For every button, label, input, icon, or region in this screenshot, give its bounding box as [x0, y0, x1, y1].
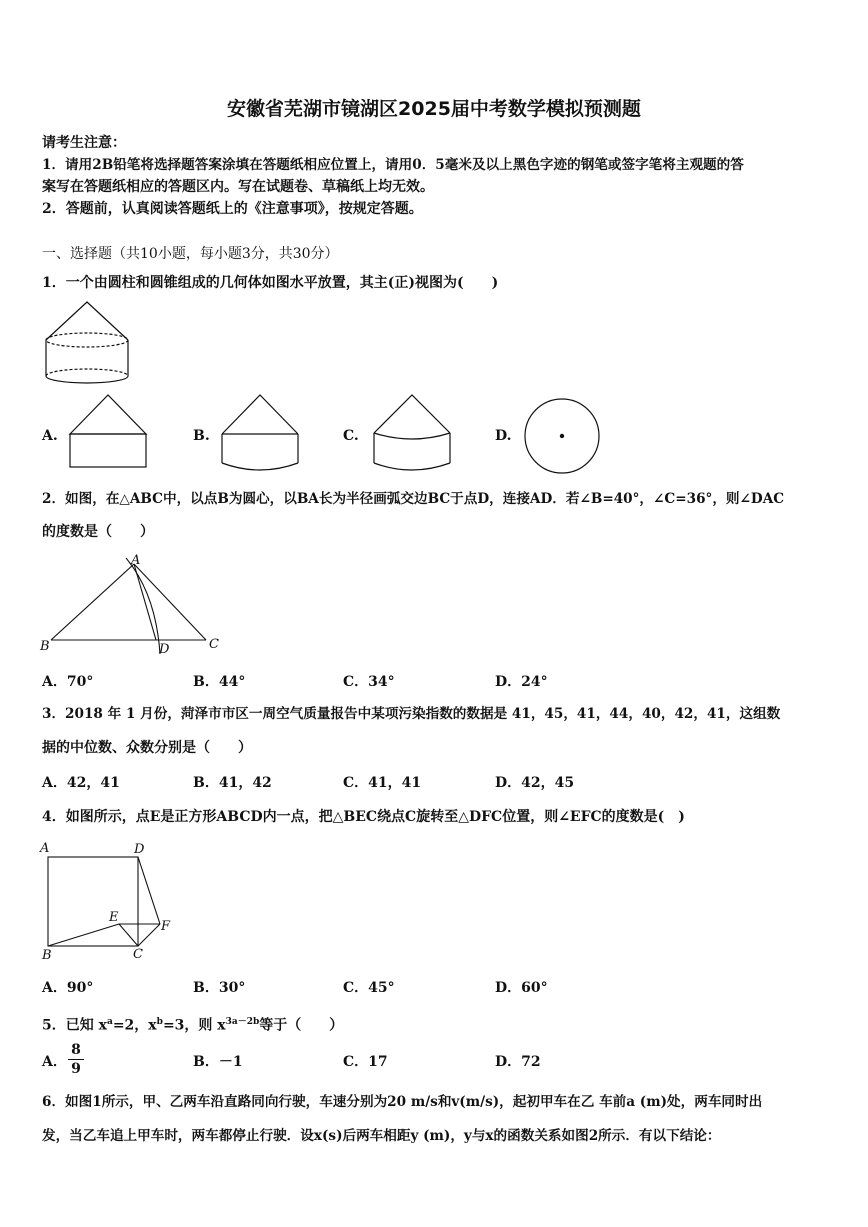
q1-option-c-figure[interactable] — [372, 393, 454, 475]
q4-label-d: D — [134, 842, 145, 857]
q2-stem-cont: 的度数是（ ） — [42, 524, 154, 540]
q4-label-a: A — [40, 841, 50, 856]
q4-option-c[interactable]: C．45° — [343, 980, 395, 996]
q6-stem-cont: 发，当乙车追上甲车时，两车都停止行驶．设x(s)后两车相距y (m)，y与x的函数关系如图2所示．有以下结论： — [42, 1128, 721, 1144]
q1-option-d-figure[interactable] — [523, 397, 603, 477]
q3-option-d[interactable]: D．42，45 — [495, 775, 575, 791]
q5-option-a-fraction[interactable] — [68, 1041, 84, 1078]
q4-option-d[interactable]: D．60° — [495, 980, 548, 996]
notice-line-1-cont: 案写在答题纸相应的答题区内。写在试题卷、草稿纸上均无效。 — [42, 179, 434, 195]
q2-label-a: A — [131, 553, 141, 568]
q3-option-b[interactable]: B．41，42 — [193, 775, 272, 791]
q1-stem: 1．一个由圆柱和圆锥组成的几何体如图水平放置，其主(正)视图为( ) — [42, 275, 499, 291]
section-heading: 一、选择题（共10小题，每小题3分，共30分） — [42, 246, 339, 262]
q5-option-a-denominator: 9 — [71, 1061, 81, 1077]
q5-option-b[interactable]: B．－1 — [193, 1054, 243, 1070]
q2-option-c[interactable]: C．34° — [343, 674, 395, 690]
q4-option-a[interactable]: A．90° — [42, 980, 94, 996]
q5-option-c[interactable]: C．17 — [343, 1054, 388, 1070]
q3-stem: 3．2018 年 1 月份，菏泽市市区一周空气质量报告中某项污染指数的数据是 41，45，41，44，40，42，41，这组数 — [42, 706, 781, 722]
q2-label-b: B — [40, 639, 50, 654]
q1-option-c-label[interactable]: C. — [343, 428, 359, 444]
q2-stem: 2．如图，在△ABC中，以点B为圆心，以BA长为半径画弧交边BC于点D，连接AD．若∠B=40°，∠C=36°，则∠DAC — [42, 491, 785, 507]
q1-option-b-figure[interactable] — [220, 393, 302, 475]
q4-label-e: E — [109, 910, 119, 925]
q1-option-d-label[interactable]: D. — [495, 428, 512, 444]
q5-option-a-label[interactable]: A． — [42, 1054, 67, 1070]
page-title: 安徽省芜湖市镜湖区2025届中考数学模拟预测题 — [227, 98, 641, 120]
q5-option-d[interactable]: D．72 — [495, 1054, 541, 1070]
q3-option-c[interactable]: C．41，41 — [343, 775, 422, 791]
q2-label-d: D — [159, 642, 170, 657]
q4-label-f: F — [161, 919, 171, 934]
q1-option-a-label[interactable]: A. — [42, 428, 58, 444]
q5-stem: 5．已知 $x^a=2$，$x^b=3$，则 $x^{3a-2b}$等于（ ） — [42, 1017, 344, 1034]
notice-line-2: 2．答题前，认真阅读答题纸上的《注意事项》，按规定答题。 — [42, 201, 423, 217]
q3-stem-cont: 据的中位数、众数分别是（ ） — [42, 740, 252, 756]
q2-option-d[interactable]: D．24° — [495, 674, 548, 690]
q2-label-c: C — [209, 637, 219, 652]
q1-option-b-label[interactable]: B. — [193, 428, 210, 444]
q5-option-a-numerator: 8 — [68, 1041, 84, 1060]
notice-heading: 请考生注意： — [42, 135, 126, 151]
q2-option-a[interactable]: A．70° — [42, 674, 94, 690]
q2-option-b[interactable]: B．44° — [193, 674, 246, 690]
notice-line-1: 1．请用2B铅笔将选择题答案涂填在答题纸相应位置上，请用0．5毫米及以上黑色字迹的钢笔或签字笔将主观题的答 — [42, 157, 744, 173]
q6-stem: 6．如图1所示，甲、乙两车沿直路同向行驶，车速分别为20 m/s和v(m/s)，起初甲车在乙 车前a (m)处，两车同时出 — [42, 1094, 763, 1110]
q4-square-figure — [40, 848, 180, 958]
q3-option-a[interactable]: A．42，41 — [42, 775, 120, 791]
q4-label-b: B — [42, 948, 52, 963]
q4-stem: 4．如图所示，点E是正方形ABCD内一点，把△BEC绕点C旋转至△DFC位置，则∠EFC的度数是( ) — [42, 809, 685, 825]
q4-option-b[interactable]: B．30° — [193, 980, 246, 996]
q4-label-c: C — [133, 947, 143, 962]
q1-solid-figure — [44, 300, 134, 386]
q1-option-a-figure[interactable] — [68, 393, 150, 469]
